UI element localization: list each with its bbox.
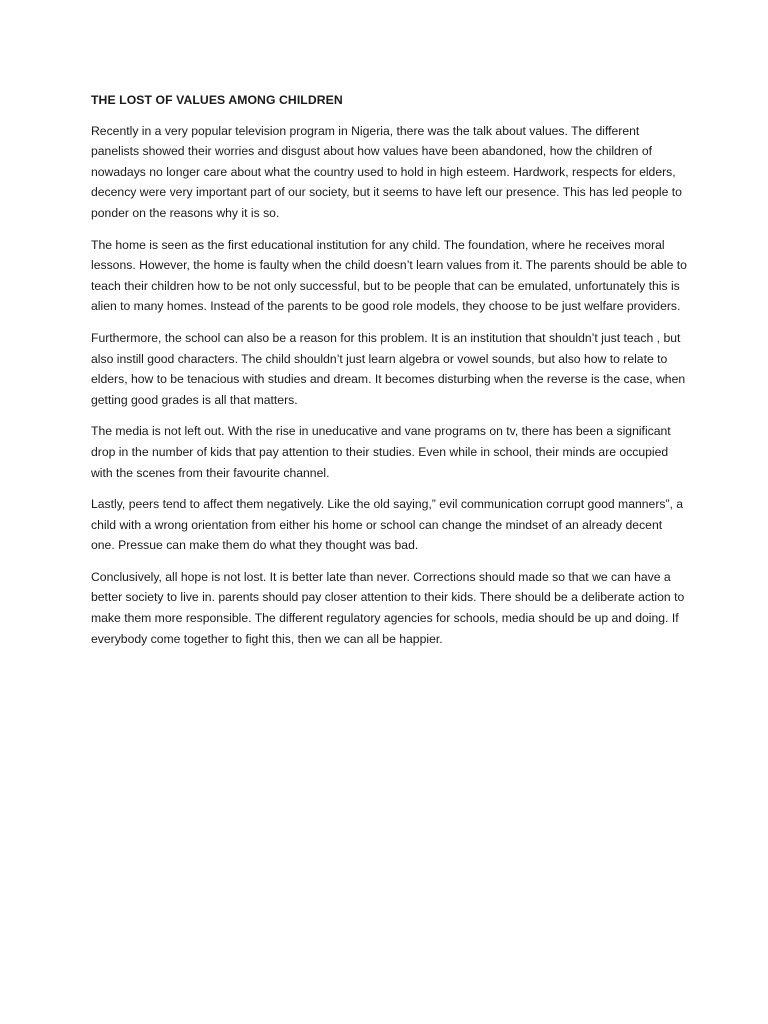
paragraph-home: The home is seen as the first educational institution for any child. The foundation, where he receives moral lessons. However, the home is faulty when the child doesn’t learn values from it. The parents should be able to teach their children how to be not only successful, but to be people that can be emulated, unfortunately this is alien to many homes. Instead of the parents to be good role models, they choose to be just welfare providers. [91,237,687,314]
paragraph-school: Furthermore, the school can also be a reason for this problem. It is an institution that shouldn’t just teach , but also instill good characters. The child shouldn’t just learn algebra or vowel sounds, but also how to relate to elders, how to be tenacious with studies and dream. It becomes disturbing when the reverse is the case, when getting good grades is all that matters. [91,330,686,407]
document-body [91,90,687,660]
paragraph-media: The media is not left out. With the rise in uneducative and vane programs on tv, there has been a significant drop in the number of kids that pay attention to their studies. Even while in school, their minds are occupied with the scenes from their favourite channel. [91,424,671,480]
document-title: THE LOST OF VALUES AMONG CHILDREN [91,93,343,107]
paragraph-peers: Lastly, peers tend to affect them negatively. Like the old saying,” evil communication corrupt good manners”, a child with a wrong orientation from either his home or school can change the mindset of an already decent one. Pressue can make them do what they thought was bad. [91,497,684,553]
paragraph-intro: Recently in a very popular television program in Nigeria, there was the talk about values. The different panelists showed their worries and disgust about how values have been abandoned, how the children of nowadays no longer care about what the country used to hold in high esteem. Hardwork, respects for elders, decency were very important part of our society, but it seems to have left our presence. This has led people to ponder on the reasons why it is so. [91,123,682,220]
paragraph-conclusion: Conclusively, all hope is not lost. It is better late than never. Corrections should made so that we can have a better society to live in. parents should pay closer attention to their kids. There should be a deliberate action to make them more responsible. The different regulatory agencies for schools, media should be up and doing. If everybody come together to fight this, then we can all be happier. [91,569,685,646]
